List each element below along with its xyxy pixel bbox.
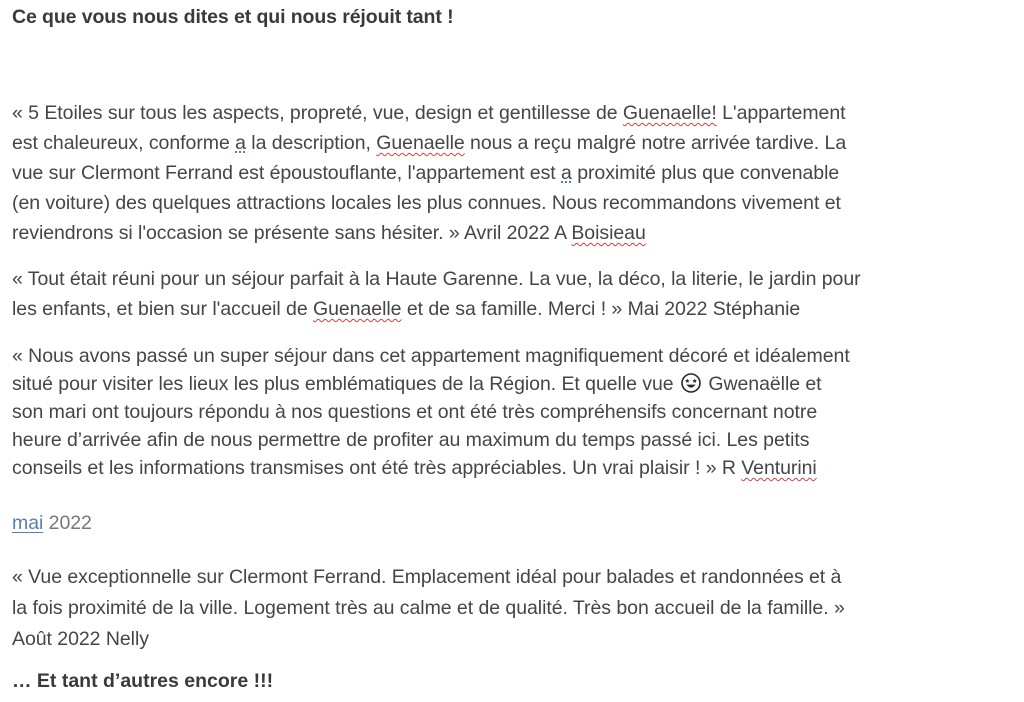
review-3-line-1: « Nous avons passé un super séjour dans cet appartement magnifiquement décoré et idéalement (12, 345, 850, 367)
misspelled-name: Venturini (741, 457, 817, 479)
review-2-line-2: les enfants, et bien sur l'accueil de Guenaelle et de sa famille. Merci ! » Mai 2022 Stéphanie (12, 298, 801, 320)
review-3-line-4: heure d’arrivée afin de nous permettre de profiter au maximum du temps passé ici. Les petits (12, 429, 810, 451)
misspelled-name: Boisieau (571, 222, 646, 244)
review-4-line-1: « Vue exceptionnelle sur Clermont Ferrand. Emplacement idéal pour balades et randonnées et à (12, 566, 842, 588)
page-heading: Ce que vous nous dites et qui nous réjouit tant ! (12, 6, 454, 28)
review-3-line-3: son mari ont toujours répondu à nos questions et ont été très compréhensifs concernant notre (12, 401, 818, 423)
grammar-flag: a (561, 162, 572, 184)
review-2 (12, 264, 1012, 324)
date-month-link[interactable]: mai (12, 512, 44, 534)
review-1-line-1: « 5 Etoiles sur tous les aspects, propreté, vue, design et gentillesse de Guenaelle! L'appartement (12, 102, 846, 124)
review-3-line-5: conseils et les informations transmises ont été très appréciables. Un vrai plaisir ! » R Venturini (12, 457, 817, 479)
misspelled-name: Guenaelle! (622, 102, 717, 124)
star-struck-emoji-icon (681, 373, 701, 393)
date-year: 2022 (43, 512, 92, 534)
review-1-line-4: (en voiture) des quelques attractions locales les plus connues. Nous recommandons vivement et (12, 192, 841, 214)
misspelled-name: Guenaelle (313, 298, 402, 320)
closing-text: … Et tant d’autres encore !!! (12, 670, 274, 692)
review-4 (12, 562, 1012, 655)
misspelled-name: Guenaelle (376, 132, 465, 154)
review-1-line-3: vue sur Clermont Ferrand est époustouflante, l'appartement est a proximité plus que convenable (12, 162, 840, 184)
grammar-flag: a (235, 132, 246, 154)
review-1-line-2: est chaleureux, conforme a la description, Guenaelle nous a reçu malgré notre arrivée tardive. La (12, 132, 847, 154)
review-3-date (12, 508, 1012, 538)
review-3 (12, 342, 1012, 482)
review-1 (12, 98, 1012, 248)
review-3-line-2: situé pour visiter les lieux les plus emblématiques de la Région. Et quelle vue Gwenaëlle et (12, 373, 822, 395)
review-2-line-1: « Tout était réuni pour un séjour parfait à la Haute Garenne. La vue, la déco, la literie, le jardin pour (12, 268, 861, 290)
review-4-line-2: la fois proximité de la ville. Logement très au calme et de qualité. Très bon accueil de la famille. » (12, 597, 845, 619)
review-4-line-3: Août 2022 Nelly (12, 628, 149, 650)
review-1-line-5: reviendrons si l'occasion se présente sans hésiter. » Avril 2022 A Boisieau (12, 222, 646, 244)
